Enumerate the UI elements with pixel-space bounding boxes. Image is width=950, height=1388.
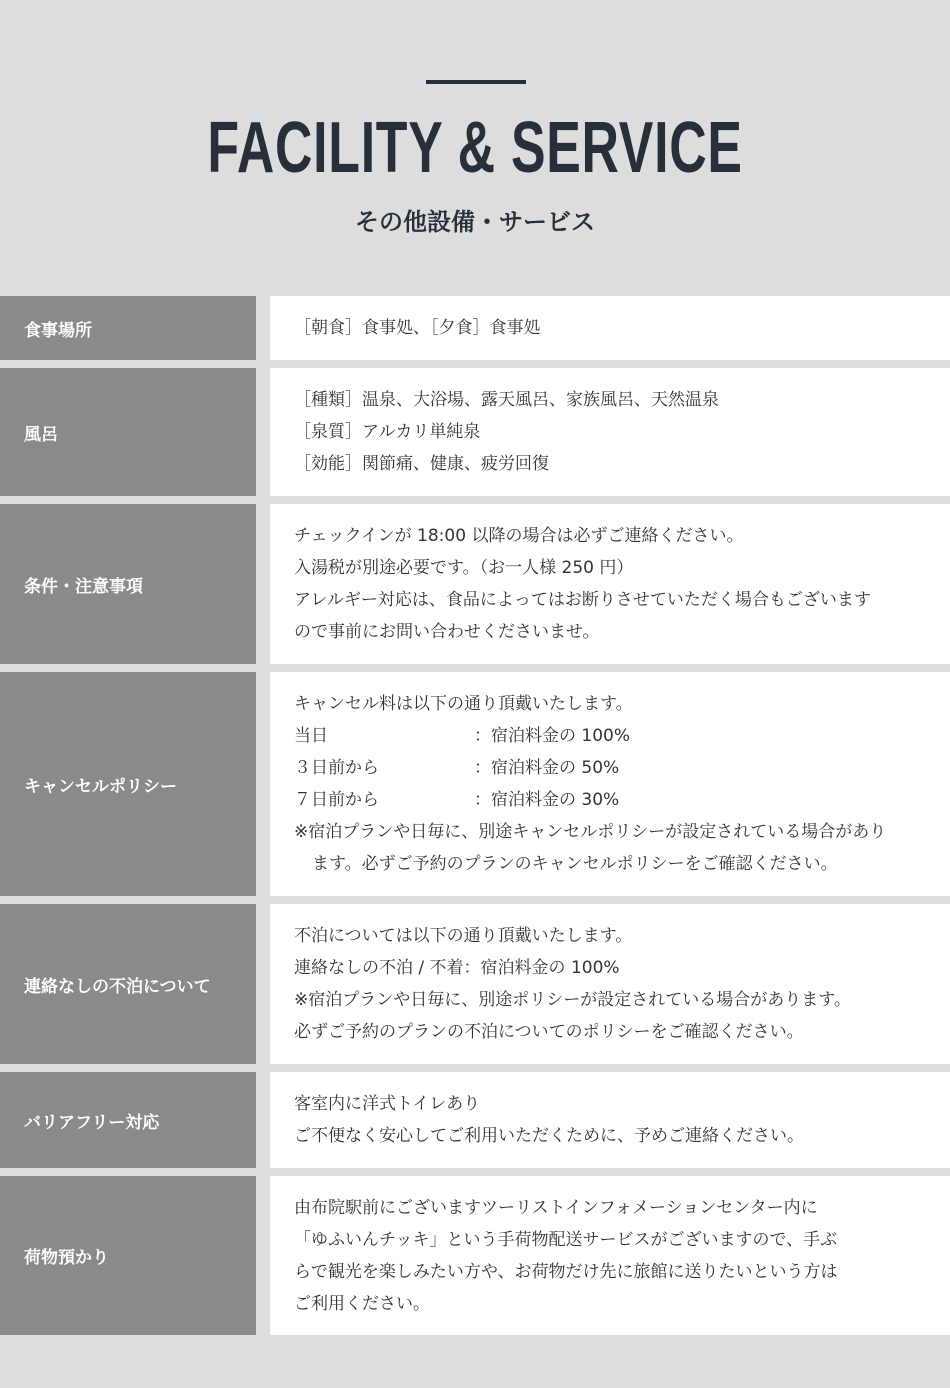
row-label: 条件・注意事項	[0, 504, 256, 664]
text-line: ［朝食］食事処、［夕食］食事処	[294, 318, 541, 338]
fee-when: ３日前から	[294, 758, 379, 778]
table-row-conditions	[0, 504, 950, 664]
table-row-cancel-policy	[0, 672, 950, 896]
title-rule	[426, 80, 526, 84]
text-line: アレルギー対応は、食品によってはお断りさせていただく場合もございます	[294, 590, 871, 610]
table-row-luggage	[0, 1176, 950, 1335]
page-subtitle: その他設備・サービス	[355, 208, 595, 236]
text-line: チェックインが 18:00 以降の場合は必ずご連絡ください。	[294, 526, 744, 546]
table-row-no-show	[0, 904, 950, 1064]
text-line: らで観光を楽しみたい方や、お荷物だけ先に旅館に送りたいという方は	[294, 1261, 838, 1282]
text-line: キャンセル料は以下の通り頂戴いたします。	[294, 694, 633, 714]
fee-when: 当日	[294, 726, 328, 746]
fee-row	[294, 752, 926, 784]
text-line: ご利用ください。	[294, 1293, 430, 1314]
text-line: 「ゆふいんチッキ」という手荷物配送サービスがございますので、手ぶ	[294, 1229, 838, 1250]
fee-when: ７日前から	[294, 790, 379, 810]
row-label: バリアフリー対応	[0, 1072, 256, 1168]
row-content	[270, 296, 950, 360]
text-line: 連絡なしの不泊 / 不着：宿泊料金の 100%	[294, 958, 620, 978]
text-line: 由布院駅前にございますツーリストインフォメーションセンター内に	[294, 1197, 818, 1218]
table-row-bath	[0, 368, 950, 496]
text-line: 客室内に洋式トイレあり	[294, 1094, 481, 1114]
page-header	[0, 0, 950, 296]
page-title: FACILITY & SERVICE	[207, 108, 743, 188]
text-line: 不泊については以下の通り頂戴いたします。	[294, 926, 633, 946]
text-line: 必ずご予約のプランの不泊についてのポリシーをご確認ください。	[294, 1022, 804, 1042]
text-line: ［種類］温泉、大浴場、露天風呂、家族風呂、天然温泉	[294, 390, 719, 410]
row-content	[270, 1072, 950, 1168]
fee-row	[294, 720, 926, 752]
text-line: ます。必ずご予約のプランのキャンセルポリシーをご確認ください。	[312, 854, 838, 874]
text-line: ※宿泊プランや日毎に、別途キャンセルポリシーが設定されている場合があり	[294, 822, 887, 842]
row-content	[270, 504, 950, 664]
fee-rate: ：宿泊料金の 50%	[474, 758, 620, 778]
row-label: 風呂	[0, 368, 256, 496]
row-label: キャンセルポリシー	[0, 672, 256, 896]
table-row-meal-place	[0, 296, 950, 360]
fee-rate: ：宿泊料金の 30%	[474, 790, 620, 810]
row-content	[270, 368, 950, 496]
facility-table	[0, 296, 950, 1335]
fee-row	[294, 784, 926, 816]
row-label: 荷物預かり	[0, 1176, 256, 1335]
row-content	[270, 904, 950, 1064]
row-label: 連絡なしの不泊について	[0, 904, 256, 1064]
table-row-barrier-free	[0, 1072, 950, 1168]
text-line: 入湯税が別途必要です。（お一人様 250 円）	[294, 558, 634, 578]
text-line: ※宿泊プランや日毎に、別途ポリシーが設定されている場合があります。	[294, 990, 851, 1010]
row-content	[270, 672, 950, 896]
row-label: 食事場所	[0, 296, 256, 360]
text-line: ［効能］関節痛、健康、疲労回復	[294, 454, 549, 474]
row-content	[270, 1176, 950, 1335]
text-line: ご不便なく安心してご利用いただくために、予めご連絡ください。	[294, 1126, 804, 1146]
fee-rate: ：宿泊料金の 100%	[474, 726, 631, 746]
text-line: ［泉質］アルカリ単純泉	[294, 422, 481, 442]
text-line: ので事前にお問い合わせくださいませ。	[294, 622, 600, 642]
